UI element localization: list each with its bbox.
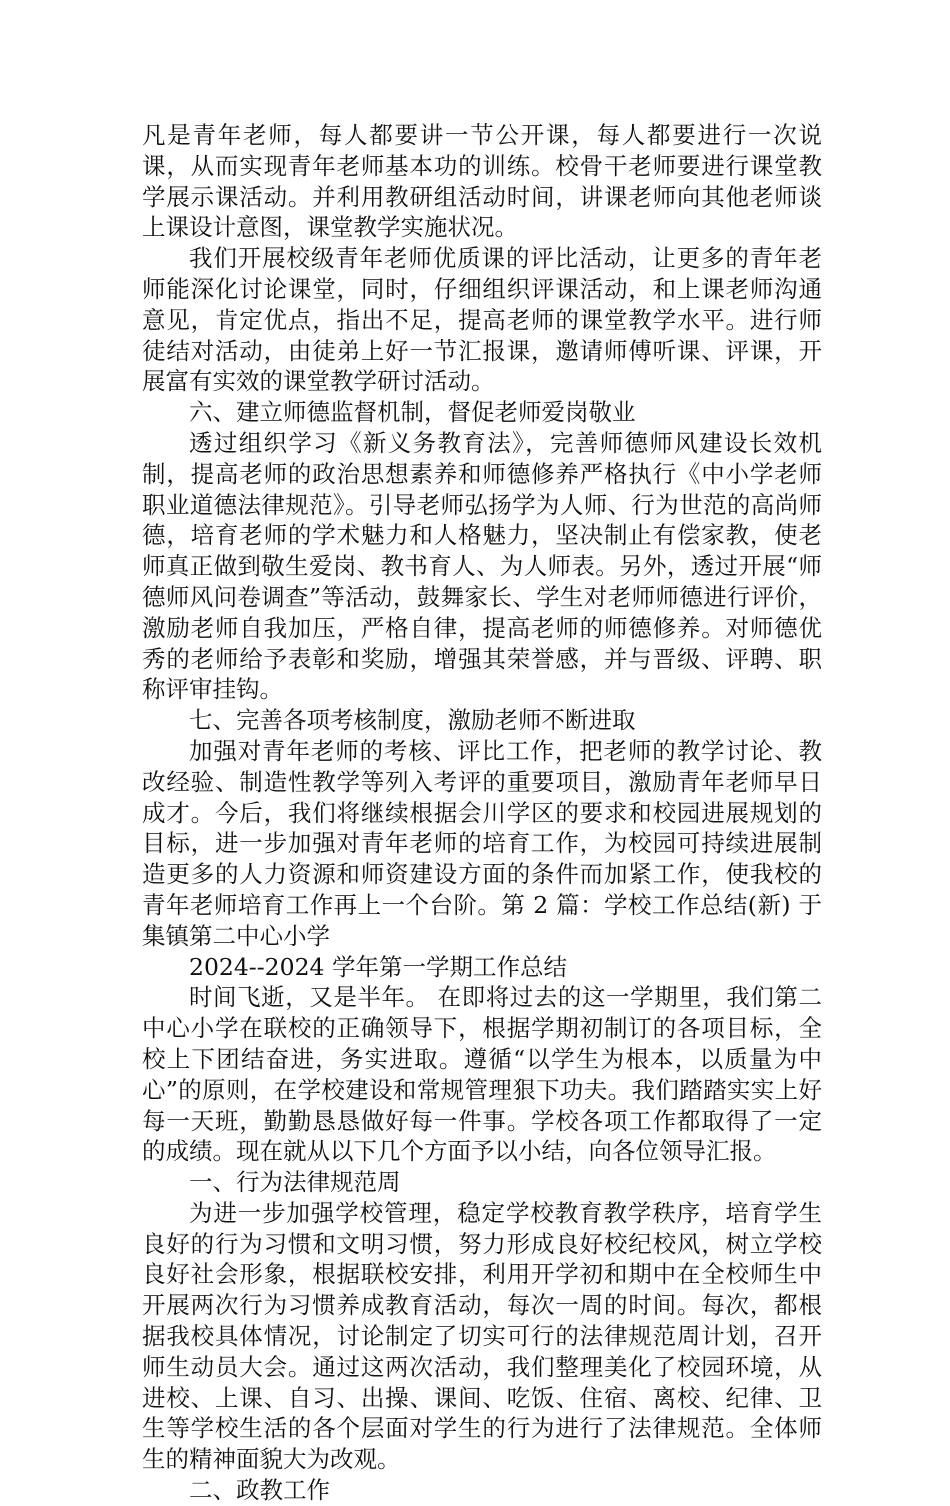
paragraph-quality-lesson-contest: 我们开展校级青年老师优质课的评比活动，让更多的青年老师能深化讨论课堂，同时，仔细组织评课活动，和上课老师沟通意见，肯定优点，指出不足，提高老师的课堂教学水平。进行师徒结对活动，由徒弟上好一节汇报课，邀请师傅听课、评课，开展富有实效的课堂教学研讨活动。 <box>142 244 822 396</box>
paragraph-public-lessons: 凡是青年老师，每人都要讲一节公开课，每人都要进行一次说课，从而实现青年老师基本功的训练。校骨干老师要进行课堂教学展示课活动。并利用教研组活动时间，讲课老师向其他老师谈上课设计意图，课堂教学实施状况。 <box>142 121 822 242</box>
summary-title: 2024--2024 学年第一学期工作总结 <box>189 952 567 981</box>
paragraph-ethics-study: 透过组织学习《新义务教育法》，完善师德师风建设长效机制，提高老师的政治思想素养和师德修养严格执行《中小学老师职业道德法律规范》。引导老师弘扬学为人师、行为世范的高尚师德，培育老师的学术魅力和人格魅力，坚决制止有偿家教，使老师真正做到敬生爱岗、教书育人、为人师表。另外，透过开展“师德师风问卷调查”等活动，鼓舞家长、学生对老师师德进行评价，激励老师自我加压，严格自律，提高老师的师德修养。对师德优秀的老师给予表彰和奖励，增强其荣誉感，并与晋级、评聘、职称评审挂钩。 <box>142 428 822 704</box>
paragraph-summary-intro: 时间飞逝，又是半年。 在即将过去的这一学期里，我们第二中心小学在联校的正确领导下，根据学期初制订的各项目标，全校上下团结奋进，务实进取。遵循“以学生为根本，以质量为中心”的原则，在学校建设和常规管理狠下功夫。我们踏踏实实上好每一天班，勤勤恳恳做好每一件事。学校各项工作都取得了一定的成绩。现在就从以下几个方面予以小结，向各位领导汇报。 <box>142 983 822 1166</box>
document-page <box>142 120 822 1506</box>
section-heading-political-education: 二、政教工作 <box>189 1476 330 1505</box>
section-heading-ethics-supervision: 六、建立师德监督机制，督促老师爱岗敬业 <box>189 398 636 427</box>
section-heading-assessment-system: 七、完善各项考核制度，激励老师不断进取 <box>189 706 636 735</box>
paragraph-assessment-work: 加强对青年老师的考核、评比工作，把老师的教学讨论、教改经验、制造性教学等列入考评的重要项目，激励青年老师早日成才。今后，我们将继续根据会川学区的要求和校园进展规划的目标，进一步加强对青年老师的培育工作，为校园可持续进展制造更多的人力资源和师资建设方面的条件而加紧工作，使我校的青年老师培育工作再上一个台阶。第 2 篇：学校工作总结(新) 于集镇第二中心小学 <box>142 736 822 950</box>
section-heading-behavior-week: 一、行为法律规范周 <box>189 1168 401 1197</box>
paragraph-behavior-week: 为进一步加强学校管理，稳定学校教育教学秩序，培育学生良好的行为习惯和文明习惯，努力形成良好校纪校风，树立学校良好社会形象，根据联校安排，利用开学初和期中在全校师生中开展两次行为习惯养成教育活动，每次一周的时间。每次，都根据我校具体情况，讨论制定了切实可行的法律规范周计划，召开师生动员大会。通过这两次活动，我们整理美化了校园环境，从进校、上课、自习、出操、课间、吃饭、住宿、离校、纪律、卫生等学校生活的各个层面对学生的行为进行了法律规范。全体师生的精神面貌大为改观。 <box>142 1198 822 1474</box>
